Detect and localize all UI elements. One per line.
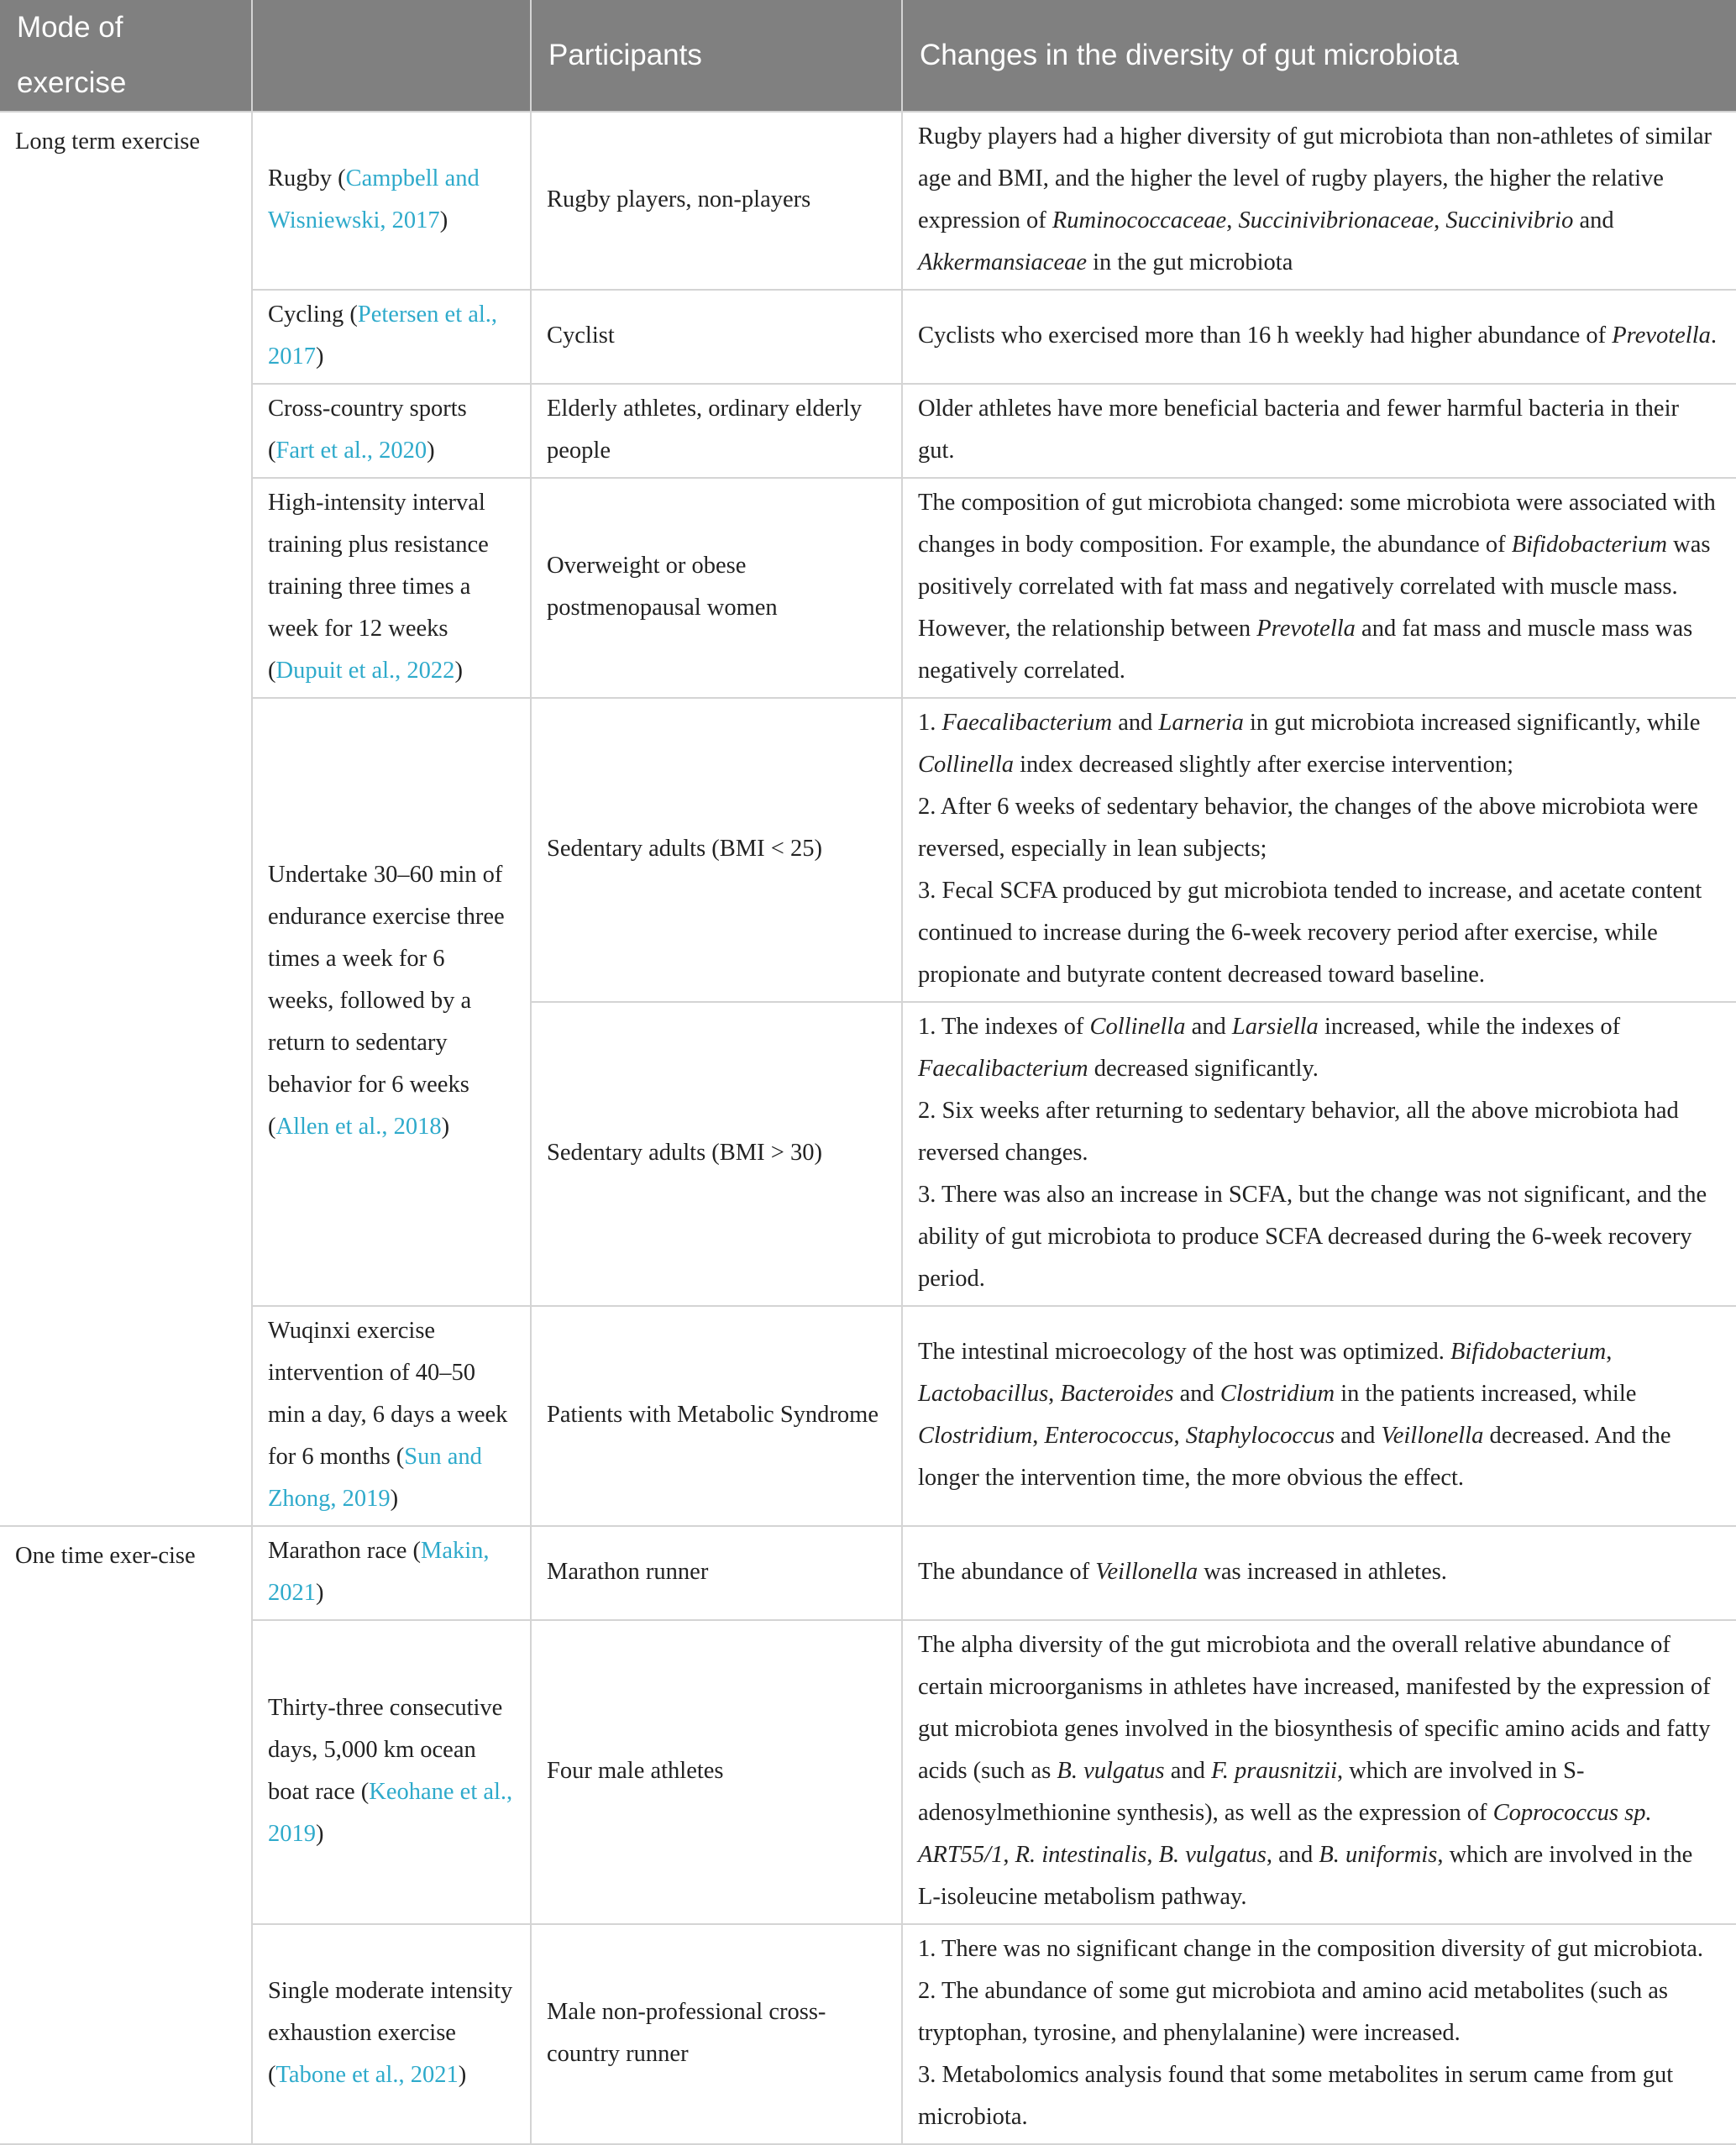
- table-row: [0, 1526, 1736, 1620]
- participants-cell: Four male athletes: [531, 1620, 902, 1924]
- citation-link[interactable]: Fart et al., 2020: [275, 438, 427, 464]
- change-item: 3. Fecal SCFA produced by gut microbiota tended to increase, and acetate content continued to increase during the 6-week recovery period after exercise, while propionate and butyrate content decreased toward baseline.: [918, 878, 1702, 988]
- exercise-text: Cycling: [268, 302, 344, 328]
- participants-cell: Rugby players, non-players: [531, 112, 902, 290]
- mode-label: Long term exercise: [15, 128, 200, 155]
- exercise-text: Cross-country sports: [268, 396, 467, 422]
- exercise-cell: Marathon race (Makin, 2021): [252, 1526, 531, 1620]
- exercise-cell: Wuqinxi exercise intervention of 40–50 min a day, 6 days a week for 6 months (Sun and Zhong, 2019): [252, 1306, 531, 1526]
- citation-link[interactable]: Campbell and Wisniewski, 2017: [268, 165, 480, 233]
- citation-link[interactable]: Sun and Zhong, 2019: [268, 1444, 482, 1512]
- change-cell: The abundance of Veillonella was increased in athletes.: [902, 1526, 1736, 1620]
- exercise-text: Rugby: [268, 165, 333, 191]
- citation-link[interactable]: Petersen et al., 2017: [268, 302, 498, 370]
- exercise-cell: Thirty-three consecutive days, 5,000 km ocean boat race (Keohane et al., 2019): [252, 1620, 531, 1924]
- change-item: 2. The abundance of some gut microbiota and amino acid metabolites (such as tryptophan, tyrosine, and phenylalanine) were increased.: [918, 1978, 1669, 2046]
- table-row: [0, 1306, 1736, 1526]
- participants-cell: Male non-professional cross-country runner: [531, 1924, 902, 2144]
- change-cell: The alpha diversity of the gut microbiota and the overall relative abundance of certain microorganisms in athletes have increased, manifested by the expression of gut microbiota genes involved in the biosynthesis of specific amino acids and fatty acids (such as B. vulgatus and F. prausnitzii, which are involved in S-adenosylmethionine synthesis), as well as the expression of Coprococcus sp. ART55/1, R. intestinalis, B. vulgatus, and B. uniformis, which are involved in the L-isoleucine metabolism pathway.: [902, 1620, 1736, 1924]
- change-item: 1. Faecalibacterium and Larneria in gut microbiota increased significantly, while Collinella index decreased slightly after exercise intervention;: [918, 710, 1701, 778]
- mode-cell-one-time: [0, 1526, 252, 2144]
- participants-cell: Overweight or obese postmenopausal women: [531, 478, 902, 698]
- header-mode-of-exercise: Mode of exercise: [0, 0, 252, 112]
- change-item: 2. After 6 weeks of sedentary behavior, the changes of the above microbiota were reversed, especially in lean subjects;: [918, 794, 1698, 862]
- table-row: [0, 1620, 1736, 1924]
- table-row: [0, 112, 1736, 290]
- change-cell: [902, 698, 1736, 1002]
- change-item: 2. Six weeks after returning to sedentary behavior, all the above microbiota had reversed changes.: [918, 1098, 1679, 1166]
- citation-link[interactable]: Allen et al., 2018: [275, 1114, 442, 1140]
- change-item: 1. There was no significant change in the composition diversity of gut microbiota.: [918, 1936, 1704, 1962]
- change-cell: Rugby players had a higher diversity of gut microbiota than non-athletes of similar age and BMI, and the higher the level of rugby players, the higher the relative expression of Ruminococcaceae, Succinivibrionaceae, Succinivibrio and Akkermansiaceae in the gut microbiota: [902, 112, 1736, 290]
- exercise-cell: Undertake 30–60 min of endurance exercise three times a week for 6 weeks, followed by a return to sedentary behavior for 6 weeks (Allen et al., 2018): [252, 698, 531, 1306]
- header-changes: Changes in the diversity of gut microbiota: [902, 0, 1736, 112]
- exercise-cell: Cycling (Petersen et al., 2017): [252, 290, 531, 384]
- exercise-cell: Cross-country sports (Fart et al., 2020): [252, 384, 531, 478]
- exercise-text: High-intensity interval training plus resistance training three times a week for 12 weeks: [268, 490, 489, 642]
- citation-link[interactable]: Makin, 2021: [268, 1538, 490, 1606]
- change-cell: Cyclists who exercised more than 16 h weekly had higher abundance of Prevotella.: [902, 290, 1736, 384]
- table-row: [0, 1924, 1736, 2144]
- participants-cell: Cyclist: [531, 290, 902, 384]
- header-exercise-detail: [252, 0, 531, 112]
- exercise-cell: High-intensity interval training plus resistance training three times a week for 12 weeks (Dupuit et al., 2022): [252, 478, 531, 698]
- change-cell: [902, 1002, 1736, 1306]
- change-cell: The intestinal microecology of the host was optimized. Bifidobacterium, Lactobacillus, Bacteroides and Clostridium in the patients increased, while Clostridium, Enterococcus, Staphylococcus and Veillonella decreased. And the longer the intervention time, the more obvious the effect.: [902, 1306, 1736, 1526]
- participants-cell: Elderly athletes, ordinary elderly people: [531, 384, 902, 478]
- change-item: 3. Metabolomics analysis found that some metabolites in serum came from gut microbiota.: [918, 2062, 1674, 2130]
- mode-cell-long-term: [0, 112, 252, 1526]
- citation-link[interactable]: Dupuit et al., 2022: [275, 658, 455, 684]
- citation-link[interactable]: Keohane et al., 2019: [268, 1779, 513, 1847]
- mode-label: One time exer-cise: [15, 1543, 196, 1569]
- exercise-text: Thirty-three consecutive days, 5,000 km ocean boat race: [268, 1695, 503, 1805]
- table-row: [0, 698, 1736, 1002]
- change-item: 3. There was also an increase in SCFA, but the change was not significant, and the ability of gut microbiota to produce SCFA decreased during the 6-week recovery period.: [918, 1182, 1707, 1292]
- header-row: [0, 0, 1736, 112]
- table-row: [0, 478, 1736, 698]
- exercise-text: Marathon race: [268, 1538, 407, 1564]
- table-row: [0, 290, 1736, 384]
- table-row: [0, 384, 1736, 478]
- exercise-text: Undertake 30–60 min of endurance exercise three times a week for 6 weeks, followed by a return to sedentary behavior for 6 weeks: [268, 862, 505, 1098]
- exercise-cell: Single moderate intensity exhaustion exercise (Tabone et al., 2021): [252, 1924, 531, 2144]
- header-participants: Participants: [531, 0, 902, 112]
- change-cell: The composition of gut microbiota changed: some microbiota were associated with changes in body composition. For example, the abundance of Bifidobacterium was positively correlated with fat mass and negatively correlated with muscle mass. However, the relationship between Prevotella and fat mass and muscle mass was negatively correlated.: [902, 478, 1736, 698]
- participants-cell: Patients with Metabolic Syndrome: [531, 1306, 902, 1526]
- exercise-text: Single moderate intensity exhaustion exercise: [268, 1978, 513, 2046]
- participants-cell: Sedentary adults (BMI > 30): [531, 1002, 902, 1306]
- change-cell: Older athletes have more beneficial bacteria and fewer harmful bacteria in their gut.: [902, 384, 1736, 478]
- participants-cell: Sedentary adults (BMI < 25): [531, 698, 902, 1002]
- citation-link[interactable]: Tabone et al., 2021: [275, 2062, 459, 2088]
- change-cell: [902, 1924, 1736, 2144]
- exercise-cell: Rugby (Campbell and Wisniewski, 2017): [252, 112, 531, 290]
- participants-cell: Marathon runner: [531, 1526, 902, 1620]
- change-item: 1. The indexes of Collinella and Larsiella increased, while the indexes of Faecalibacterium decreased significantly.: [918, 1014, 1621, 1082]
- exercise-text: Wuqinxi exercise intervention of 40–50 min a day, 6 days a week for 6 months: [268, 1318, 508, 1470]
